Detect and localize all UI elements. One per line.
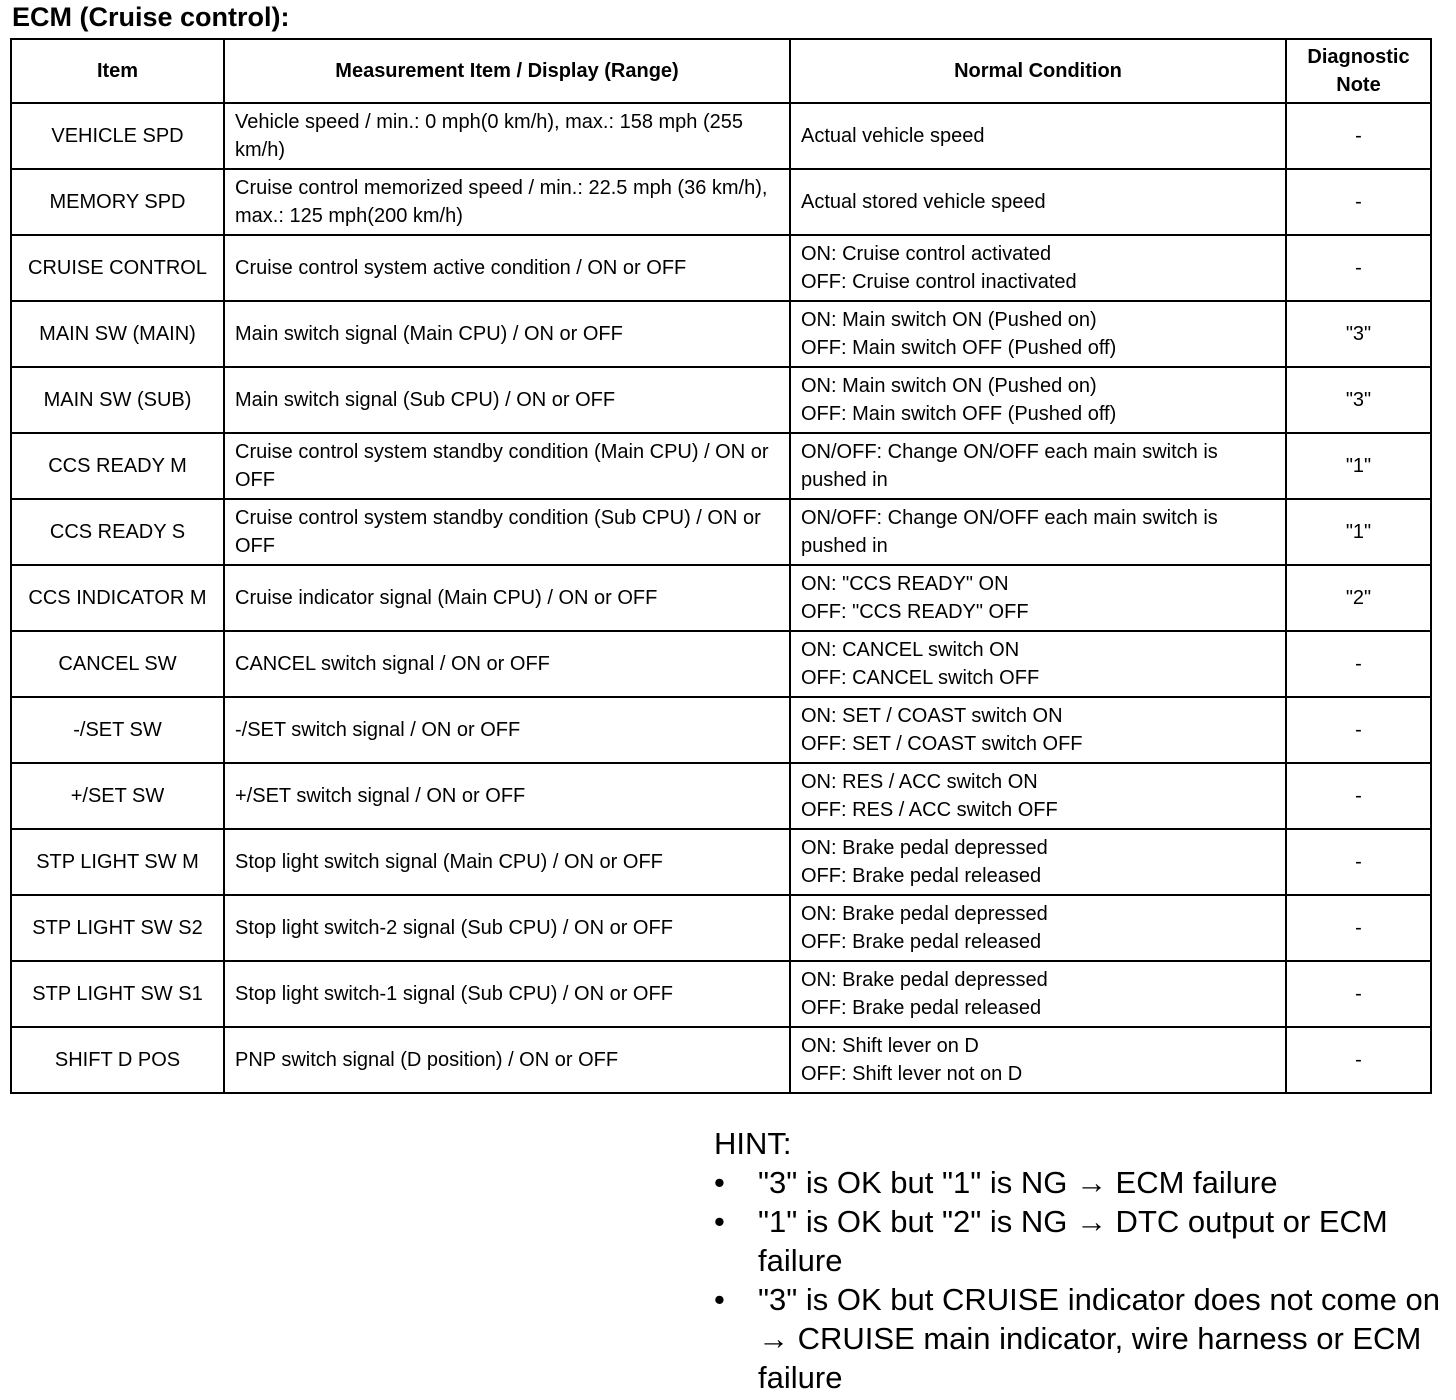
- row-condition: ON: Brake pedal depressed OFF: Brake pedal released: [790, 961, 1286, 1027]
- row-condition: ON: Brake pedal depressed OFF: Brake pedal released: [790, 829, 1286, 895]
- row-note: "1": [1286, 499, 1431, 565]
- table-row: [11, 631, 1431, 697]
- table-row: [11, 697, 1431, 763]
- table-row: [11, 763, 1431, 829]
- hint-item-text: "3" is OK but "1" is NG → ECM failure: [758, 1165, 1278, 1200]
- header-measurement: Measurement Item / Display (Range): [224, 39, 790, 103]
- table-body: [11, 103, 1431, 1093]
- row-condition: ON: Main switch ON (Pushed on) OFF: Main switch OFF (Pushed off): [790, 367, 1286, 433]
- table-header-row: [11, 39, 1431, 103]
- row-measurement: Stop light switch-1 signal (Sub CPU) / ON or OFF: [224, 961, 790, 1027]
- row-item: STP LIGHT SW S2: [11, 895, 224, 961]
- row-measurement: Cruise control system active condition / ON or OFF: [224, 235, 790, 301]
- table-row: [11, 499, 1431, 565]
- header-diagnostic-note: Diagnostic Note: [1286, 39, 1431, 103]
- row-measurement: Stop light switch-2 signal (Sub CPU) / ON or OFF: [224, 895, 790, 961]
- row-note: "3": [1286, 367, 1431, 433]
- row-measurement: PNP switch signal (D position) / ON or OFF: [224, 1027, 790, 1093]
- row-condition: ON: Cruise control activated OFF: Cruise control inactivated: [790, 235, 1286, 301]
- row-note: -: [1286, 829, 1431, 895]
- table-row: [11, 1027, 1431, 1093]
- row-item: VEHICLE SPD: [11, 103, 224, 169]
- table-row: [11, 565, 1431, 631]
- row-note: "2": [1286, 565, 1431, 631]
- hint-item: [714, 1163, 1454, 1202]
- bullet-icon: •: [714, 1165, 725, 1200]
- row-note: -: [1286, 895, 1431, 961]
- row-condition: Actual vehicle speed: [790, 103, 1286, 169]
- row-measurement: Cruise indicator signal (Main CPU) / ON or OFF: [224, 565, 790, 631]
- row-item: -/SET SW: [11, 697, 224, 763]
- row-note: -: [1286, 961, 1431, 1027]
- row-item: MAIN SW (MAIN): [11, 301, 224, 367]
- row-item: SHIFT D POS: [11, 1027, 224, 1093]
- ecm-data-table: [10, 38, 1432, 1094]
- row-item: MAIN SW (SUB): [11, 367, 224, 433]
- row-note: "1": [1286, 433, 1431, 499]
- row-measurement: -/SET switch signal / ON or OFF: [224, 697, 790, 763]
- row-measurement: Cruise control system standby condition (Main CPU) / ON or OFF: [224, 433, 790, 499]
- row-item: CCS INDICATOR M: [11, 565, 224, 631]
- row-measurement: Main switch signal (Main CPU) / ON or OFF: [224, 301, 790, 367]
- hint-item: [714, 1202, 1454, 1280]
- row-note: -: [1286, 1027, 1431, 1093]
- row-condition: Actual stored vehicle speed: [790, 169, 1286, 235]
- row-condition: ON: RES / ACC switch ON OFF: RES / ACC switch OFF: [790, 763, 1286, 829]
- row-item: MEMORY SPD: [11, 169, 224, 235]
- hint-item: [714, 1280, 1454, 1397]
- hint-section: [714, 1124, 1454, 1397]
- table-row: [11, 301, 1431, 367]
- row-note: -: [1286, 169, 1431, 235]
- table-row: [11, 433, 1431, 499]
- table-row: [11, 367, 1431, 433]
- row-measurement: +/SET switch signal / ON or OFF: [224, 763, 790, 829]
- row-note: "3": [1286, 301, 1431, 367]
- row-measurement: CANCEL switch signal / ON or OFF: [224, 631, 790, 697]
- hint-item-text: "1" is OK but "2" is NG → DTC output or ECM failure: [758, 1204, 1388, 1278]
- row-note: -: [1286, 235, 1431, 301]
- row-condition: ON: SET / COAST switch ON OFF: SET / COAST switch OFF: [790, 697, 1286, 763]
- row-item: CANCEL SW: [11, 631, 224, 697]
- row-item: +/SET SW: [11, 763, 224, 829]
- row-item: CRUISE CONTROL: [11, 235, 224, 301]
- row-condition: ON/OFF: Change ON/OFF each main switch is pushed in: [790, 433, 1286, 499]
- bullet-icon: •: [714, 1282, 725, 1317]
- header-normal-condition: Normal Condition: [790, 39, 1286, 103]
- row-measurement: Main switch signal (Sub CPU) / ON or OFF: [224, 367, 790, 433]
- table-row: [11, 829, 1431, 895]
- table-row: [11, 961, 1431, 1027]
- row-condition: ON/OFF: Change ON/OFF each main switch is pushed in: [790, 499, 1286, 565]
- row-item: STP LIGHT SW M: [11, 829, 224, 895]
- bullet-icon: •: [714, 1204, 725, 1239]
- row-measurement: Stop light switch signal (Main CPU) / ON or OFF: [224, 829, 790, 895]
- table-row: [11, 895, 1431, 961]
- table-row: [11, 169, 1431, 235]
- table-row: [11, 235, 1431, 301]
- row-condition: ON: "CCS READY" ON OFF: "CCS READY" OFF: [790, 565, 1286, 631]
- hint-list: [714, 1163, 1454, 1397]
- page-title: ECM (Cruise control):: [12, 2, 290, 32]
- header-item: Item: [11, 39, 224, 103]
- row-item: CCS READY S: [11, 499, 224, 565]
- row-note: -: [1286, 697, 1431, 763]
- row-condition: ON: Main switch ON (Pushed on) OFF: Main switch OFF (Pushed off): [790, 301, 1286, 367]
- row-note: -: [1286, 763, 1431, 829]
- hint-item-text: "3" is OK but CRUISE indicator does not come on → CRUISE main indicator, wire harness or ECM failure: [758, 1282, 1440, 1395]
- row-measurement: Cruise control memorized speed / min.: 22.5 mph (36 km/h), max.: 125 mph(200 km/h): [224, 169, 790, 235]
- row-measurement: Vehicle speed / min.: 0 mph(0 km/h), max.: 158 mph (255 km/h): [224, 103, 790, 169]
- table-row: [11, 103, 1431, 169]
- hint-label: HINT:: [714, 1126, 792, 1161]
- row-note: -: [1286, 631, 1431, 697]
- row-condition: ON: Shift lever on D OFF: Shift lever not on D: [790, 1027, 1286, 1093]
- row-note: -: [1286, 103, 1431, 169]
- row-item: CCS READY M: [11, 433, 224, 499]
- row-item: STP LIGHT SW S1: [11, 961, 224, 1027]
- row-measurement: Cruise control system standby condition (Sub CPU) / ON or OFF: [224, 499, 790, 565]
- row-condition: ON: Brake pedal depressed OFF: Brake pedal released: [790, 895, 1286, 961]
- row-condition: ON: CANCEL switch ON OFF: CANCEL switch OFF: [790, 631, 1286, 697]
